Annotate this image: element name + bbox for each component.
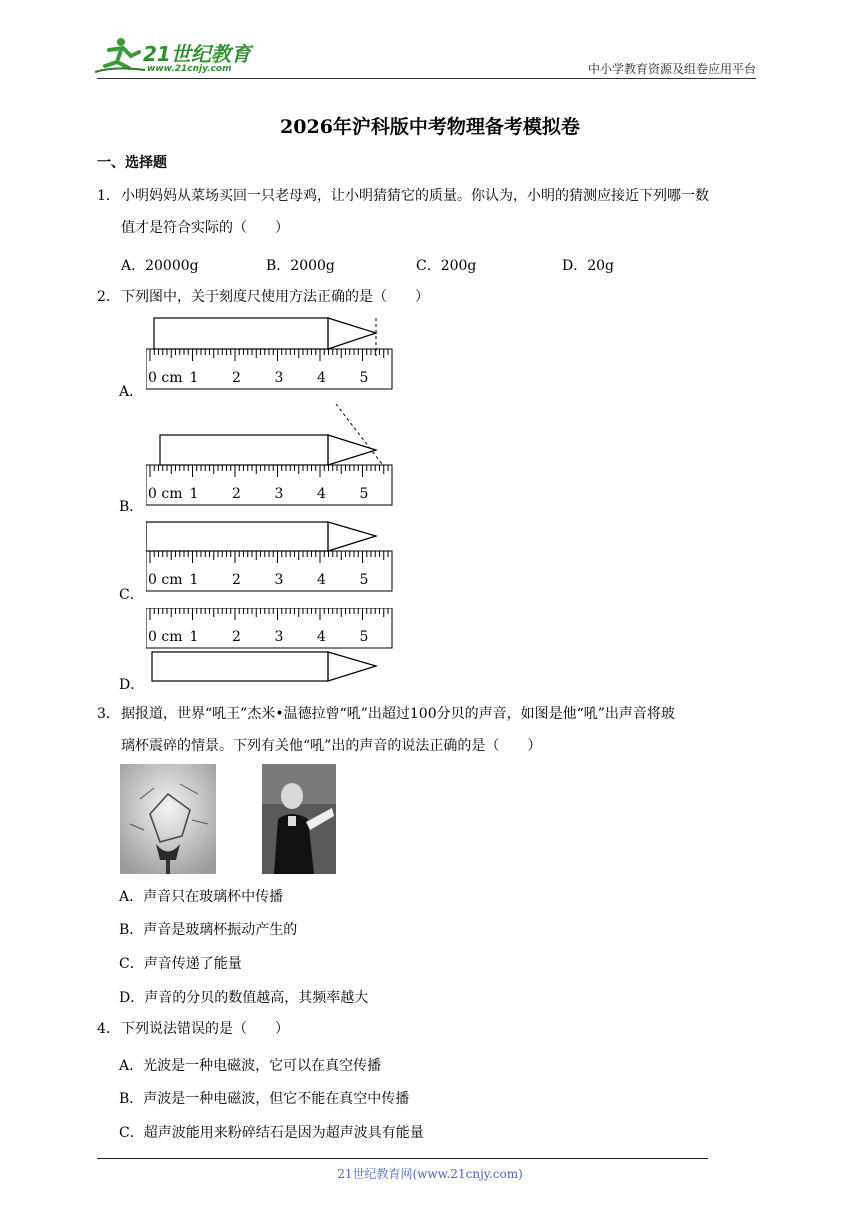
ruler-label: 2 <box>232 572 241 588</box>
header-divider <box>97 78 756 79</box>
q2-text-line1: 下列图中，关于刻度尺使用方法正确的是（ ） <box>121 289 429 305</box>
ruler-figure-d <box>146 608 396 684</box>
q3-option-a[interactable]: A．声音只在玻璃杯中传播 <box>119 889 284 905</box>
q1-option-d[interactable]: D．20g <box>562 258 615 274</box>
ruler-label: 4 <box>317 572 326 588</box>
ruler-label: 2 <box>232 486 241 502</box>
ruler-label: 0 cm <box>148 486 183 502</box>
section-heading: 一、选择题 <box>97 155 167 171</box>
ruler-label: 3 <box>274 629 284 645</box>
ruler-label: 4 <box>317 629 326 645</box>
q4-option-c[interactable]: C．超声波能用来粉碎结石是因为超声波具有能量 <box>119 1125 424 1141</box>
ruler-label: 3 <box>274 572 284 588</box>
q4-text-line1: 下列说法错误的是（ ） <box>121 1021 289 1037</box>
q2-option-b[interactable]: B． <box>119 499 144 515</box>
q1-option-a[interactable]: A．20000g <box>121 258 199 274</box>
q1-text-line1: 小明妈妈从菜场买回一只老母鸡，让小明猜猜它的质量。你认为，小明的猜测应接近下列哪一数 <box>121 188 709 204</box>
man-shouting-photo <box>262 764 336 874</box>
ruler-label: 4 <box>317 370 326 386</box>
footer-divider <box>97 1158 708 1159</box>
q3-option-b[interactable]: B．声音是玻璃杯振动产生的 <box>119 922 298 938</box>
q1-text-line2: 值才是符合实际的（ ） <box>121 220 289 236</box>
q3-text-line1: 据报道，世界“吼王”杰米•温德拉曾“吼”出超过100分贝的声音，如图是他“吼”出声音将玻 <box>121 706 675 722</box>
ruler-label: 2 <box>232 629 241 645</box>
logo <box>95 36 255 78</box>
ruler-label: 0 cm <box>148 629 183 645</box>
ruler-label: 3 <box>274 370 284 386</box>
q2-option-d[interactable]: D． <box>119 677 145 693</box>
q3-option-d[interactable]: D．声音的分贝的数值越高，其频率越大 <box>119 990 369 1006</box>
logo-text: 21世纪教育 <box>143 42 251 66</box>
ruler-figure-a <box>146 316 396 392</box>
header-platform-text: 中小学教育资源及组卷应用平台 <box>587 62 756 76</box>
ruler-label: 1 <box>189 486 199 502</box>
ruler-label: 0 cm <box>148 572 183 588</box>
q4-option-b[interactable]: B．声波是一种电磁波，但它不能在真空中传播 <box>119 1091 410 1107</box>
ruler-label: 1 <box>189 572 199 588</box>
ruler-label: 1 <box>189 370 199 386</box>
ruler-label: 5 <box>359 572 369 588</box>
q1-number: 1． <box>97 188 120 204</box>
ruler-label: 5 <box>359 629 369 645</box>
ruler-label: 0 cm <box>148 370 183 386</box>
page-title: 2026年沪科版中考物理备考模拟卷 <box>280 116 580 138</box>
q3-number: 3． <box>97 706 120 722</box>
q3-option-c[interactable]: C．声音传递了能量 <box>119 956 242 972</box>
q1-option-c[interactable]: C．200g <box>416 258 477 274</box>
footer-text: 21世纪教育网(www.21cnjy.com) <box>337 1167 523 1181</box>
ruler-label: 5 <box>359 486 369 502</box>
ruler-label: 4 <box>317 486 326 502</box>
q2-option-a[interactable]: A． <box>119 384 144 400</box>
q4-option-a[interactable]: A．光波是一种电磁波，它可以在真空传播 <box>119 1058 382 1074</box>
q3-text-line2: 璃杯震碎的情景。下列有关他“吼”出的声音的说法正确的是（ ） <box>121 738 542 754</box>
ruler-label: 5 <box>359 370 369 386</box>
q1-option-b[interactable]: B．2000g <box>266 258 335 274</box>
q4-number: 4． <box>97 1021 120 1037</box>
ruler-label: 1 <box>189 629 199 645</box>
ruler-label: 3 <box>274 486 284 502</box>
ruler-figure-b <box>146 402 396 506</box>
shattered-glass-photo <box>120 764 216 874</box>
ruler-label: 2 <box>232 370 241 386</box>
q2-number: 2． <box>97 289 120 305</box>
logo-url: www.21cnjy.com <box>147 64 232 74</box>
ruler-figure-c <box>146 520 396 592</box>
q2-option-c[interactable]: C． <box>119 587 144 603</box>
